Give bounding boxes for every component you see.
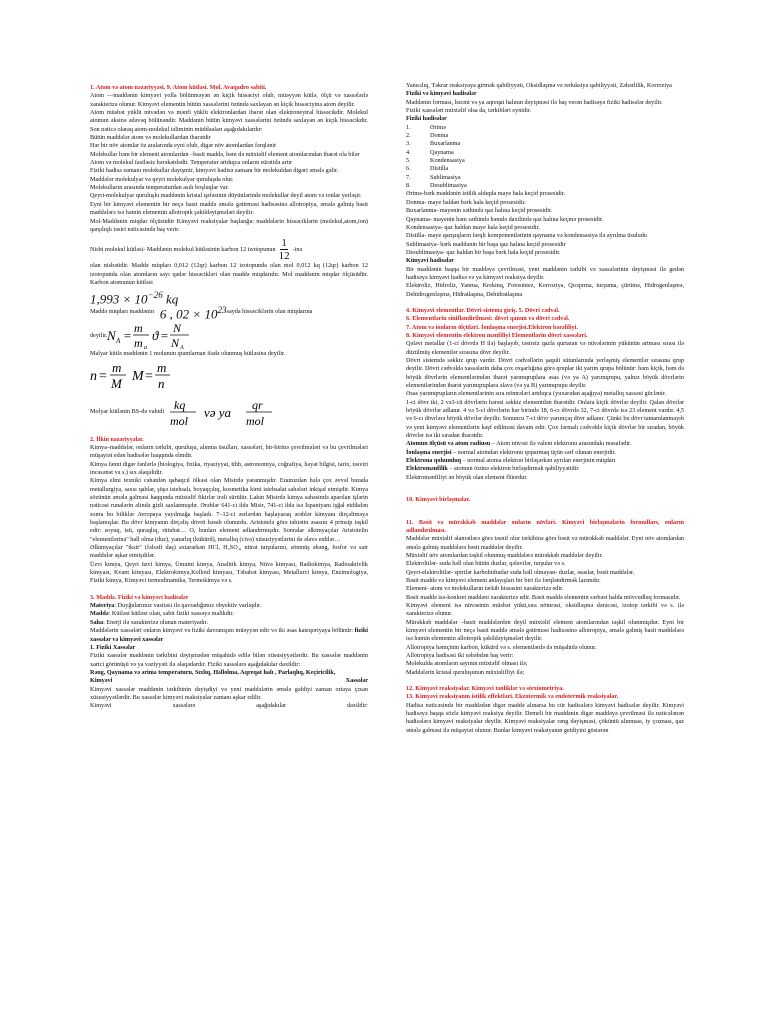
list-text: Desublimasiya (430, 182, 467, 190)
paragraph: Maddələrin kristal quruluşunun müxtəlifliyi ilə; (406, 668, 525, 676)
list-item (406, 165, 684, 173)
list-number: 6. (406, 165, 411, 173)
electron-affinity-label: Elektrona qohumluq (406, 457, 462, 465)
paragraph: Desublimasiya- qaz haldan bir başa bərk hala keçid prosesidir. (406, 248, 561, 256)
paragraph: Allotropiya hadisəsi iki səbəbdən baş verir: (406, 652, 514, 659)
paragraph: Fiziki xassələri müxtəlif olsa da, tərkibləri eynidir. (406, 107, 532, 115)
paragraph: Ərimə-bərk maddənin istilik aldıqda maye hala keçid prosesidir. (406, 190, 566, 198)
svg-text:N: N (171, 335, 180, 350)
list-text: Ərimə (430, 123, 446, 131)
svg-text:və ya: və ya (204, 404, 232, 420)
svg-text:m: m (134, 335, 144, 350)
paragraph: Atom müsbət yüklü nüvədən və mənfi yüklü elektronlardan ibarət olan elektroneytral hissəcikdir. Molekul atomun əksinə ədəvəq bölünəndir. Maddənin bütün kimyəvi xassələrini özündə saxlayan ən kiçik hissəcikdir. Son nəticə olaraq atom-molekul təliminin müddəaları aşağıdakılardır: (90, 109, 368, 133)
relative-mass-text: Nisbi molekul kütləsi- Maddənin molekul kütləsinin karbon 12 izotopunun (90, 246, 276, 254)
svg-text:m: m (134, 321, 144, 335)
svg-text:=: = (99, 369, 107, 385)
physical-properties-end: daxildir: (279, 660, 301, 668)
properties-text: Maddələrin xassələri onların kimyəvi və fiziki davranışını müəyyən edir və iki əsas kateqoriyaya bölünür: (90, 627, 353, 635)
list-item (406, 140, 684, 148)
paragraph: Müxtəlif növ atomlardan təşkil olunmuş maddələrə mürəkkəb maddələr deyilir. (406, 551, 603, 559)
svg-text:n: n (90, 369, 97, 385)
electronegativity-text: – atomun özünə elektron birləşdirmək qabiliyyətidir. (447, 465, 580, 473)
electronegativity-label: Elektromənfilik (406, 465, 448, 473)
section-12-title: 12. Kimyəvi reaksiyalar. Kimyəvi tənliklər və stexiometriya. (406, 685, 564, 693)
chemical-end-2: xassələrə (172, 702, 196, 710)
list-text: Buxarlanma (430, 140, 461, 148)
svg-text:a: a (144, 344, 148, 350)
section-11-title: 11. Bəsit və mürəkkəb maddələr onların növləri. Kimyəvi birləşmələrin formulları, onların adlandırılması. (406, 518, 684, 534)
chemical-label-1: Kimyəvi (90, 677, 113, 685)
list-number: 2. (406, 132, 411, 140)
paragraph: Allotropiya həmçinin karbon, kükürd və s. elementlərdə də müşahidə olunur. (406, 643, 597, 651)
list-number: 7. (406, 173, 411, 181)
svg-text:m: m (157, 361, 167, 376)
svg-text:n: n (158, 376, 165, 392)
list-text: Donma (430, 132, 449, 140)
physical-properties-title: 1. Fiziki Xassələr (90, 643, 136, 651)
list-item (406, 157, 684, 165)
avogadro-suffix: sayda hissəciklərin olan miqdarına (226, 308, 313, 316)
paragraph: olan nisbətidir. Maddə miqdarı 0,012 (12qr) karbon 12 izotopunda olan mol 0,012 kq (12qr) karbon 12 izotopunda olan atomların sayı qədər hissəcikləri olan maddə miqdarıdır. Mol maddənin miqdar ölçüsüdür. Karbon atomunun kütləsi (90, 262, 368, 286)
atom-radius-text: – Atom nüvəsi ilə valent elektronu arasındakı məsafədir. (490, 440, 632, 448)
carbon-mass-formula (90, 290, 368, 307)
svg-text:N: N (107, 327, 117, 343)
carbon-mass-unit: kq (166, 291, 179, 307)
section-1-title: 1. Atom və atom nəzəriyyəsi. 9. Atom kütləsi. Mol, Avaqadro sabiti. (90, 84, 267, 91)
list-text: Distilla (430, 165, 449, 173)
svg-text:mol: mol (170, 413, 189, 428)
madde-text: : Kütləsi kütləsi olan, sabit fiziki xassəyə malikdir. (108, 610, 234, 618)
list-item (406, 182, 684, 190)
paragraph: Atom —maddənin kimyəvi yolla bölünməyən ən kiçik hissəciyi olub, müəyyən kütlə, ölçü və xassələrlə xarakterizə olunur. Kimyəvi elementin bütün xassələrini özündə saxlayan ən kiçik hissəciyinə atom deyilir. (90, 92, 368, 108)
physical-properties-list: Rəng, Qaynama və ərimə temperaturu, Sıxlıq, Həllolma, Aqreqat halı , Parlaqlıq, Keçiricilik, (90, 668, 336, 676)
paragraph: Qaynama- mayenin həm səthində həmdə daxilində qaz halına keçmə prosesidir. (406, 215, 604, 223)
paragraph: Bəsit maddə və kimyəvi element anlayışları bir biri ilə fərqləndirmək lazımdır. (406, 576, 601, 584)
paragraph: Dövri sistemdə səkkiz qrup vardır. Dövri cədvəllərin şaquli sütunlarında yerləşmiş elementlər sırasına qrup deyilir. Dövri cədvəldə xassələrin daha çox oxşarlığına görə qruplar iki yarım qrupa bölünür: həm kiçik, həm də böyük dövrlərin elementlərindən ibarət yarımqruplara əsas (və ya A) yarımqrupu, yalnız böyük dövrlərin elementlərindən ibarət yarımqruplara əlavə (və ya B) yarımqrupu deyilir. (406, 357, 684, 390)
paragraph: Maddələr müxtəlif əlamətlərə görə təsnif olur tərkibinə görə bəsit və mürəkkəb maddələr. Eyni növ atomlardan əmələ gəlmiş maddələrə bəsit maddələr deyilir. (406, 535, 684, 551)
section-2-title: 2. İlkin nəzəriyyələr. (90, 435, 144, 443)
chemical-properties-title (90, 677, 368, 685)
avogadro-formula (107, 322, 199, 350)
paragraph: Mürəkkəb maddələr –basit maddələrdən deyil müxtəlif element atomlarından təşkil olunmuşdur. Eyni bir kimyəvi elementin bir neçə basit maddə əmələ gətirməsi hadisəsinə allotropiya, əmələ gəlmiş basit maddələrə isə həmin elementin allotropik şəkildəyişmələri deyilir. (406, 618, 684, 643)
chemical-properties-end (90, 702, 368, 710)
electronegativity-line (406, 465, 684, 473)
ionization-text: – normal atomdan elektronu qoparmaq üçün sərf olunan enerjidir. (451, 448, 616, 456)
paragraph: Qeyri-elektrolitlər- spirtlər karbohidratlar suda həll olmayan- duzlar, əsaslar, bəsit maddələr. (406, 568, 635, 576)
svg-text:qr: qr (252, 397, 263, 412)
fraction-numerator: 1 (281, 237, 287, 250)
saha-label: Saha (90, 618, 104, 626)
paragraph: Hər bir növ atomlar öz aralarında eyni olub, digər növ atomlardan fərqlənir (90, 142, 277, 150)
right-column (406, 82, 684, 735)
molar-units-line (90, 398, 368, 428)
svg-text:=: = (123, 327, 133, 343)
ionization-line (406, 449, 684, 457)
physical-properties-text: Fiziki xassələr maddənin tərkibini dəyişmədən müşahidə edilə bilən xüsusiyyətlərdir. Bu xassələr maddənin xarici görünüşü və ya vəziyyəti ilə əlaqədardır. Fiziki xassələrə aşağıdakılar (90, 652, 368, 668)
section-8-title: 8. Kimyəvi elementin elektron mənfiliyi Elementlərin dövri xassələri. (406, 331, 588, 339)
avogadro-formula-line (90, 322, 368, 350)
paragraph: Eyni bir kimyəvi elementin bir neçə basit maddə əmələ gətirməsi hadisəsinə allotropiya, əmələ gəlmiş basit maddələrə isə həmin elementin allotropik şəkildəyişmələri deyilir. (90, 200, 368, 217)
physical-events-list (406, 124, 684, 191)
chemical-end-3: aşağıdakılar (256, 702, 287, 710)
svg-text:ϑ: ϑ (152, 327, 159, 343)
paragraph: Əsas yarımqrupların elementlərinin sıra nömrələri artdıqca (yuxarıdan aşağıya) metallıq xassəsi güclənir. (406, 390, 666, 398)
list-text: Sublimasiya (430, 173, 461, 181)
section-3-title: 3. Maddə. Fiziki və kimyəvi hadisələr (90, 593, 189, 601)
atom-radius-label: Atomun ölçüsü və atom radiusu (406, 440, 491, 448)
saha-line (90, 619, 368, 627)
paragraph: Molekulda atomların sayının müxtəlif olması ilə; (406, 660, 528, 668)
list-text: Kondensasiya (430, 157, 465, 165)
list-number: 3. (406, 140, 411, 148)
paragraph: 1-ci dövr iki, 2 və3-cü dövrlərin hərəsi səkkiz elementdən ibarətdir. Onlara kiçik dövrlər deyilir. Qalan dövrlər böyük dövrlər adlanır. 4 və 5-ci dövrlərin hər birində 18, 6-cı dövrdə 32, 7-ci dövrdə isə 23 element vardır. 4,5 və 6-cı dövrlərə böyük dövrlər deyilir. Sonuncu 7-ci dövr yarımçıq dövr adlanır. Çünki bu dövr tamamlanmayıb və yeni kimyəvi elementlərin kəşf edilməsi davam edir. Çox fərmalı cədvəldə kiçik dövrlər bir sıradan, böyük dövrlər isə iki sıradan ibarətdir. (406, 398, 684, 440)
section-7-title: 7. Atom və ionların ölçüləri. İonlaşma enerjisi.Elektron bərəliliyi. (406, 323, 578, 331)
list-number: 5. (406, 157, 411, 165)
paragraph (90, 652, 368, 669)
paragraph: Kimya elmi texniki cəhətdən qabaqcıl ölkəsi olan Misirdə yaranmışdır. Eramızdan hələ çox əvvəl burada metallurgiya, saxsı qablar, şüşə istehsalı, boyaqçılıq, kosmetika kimi istehsalat sahələri inkişaf etmişdir. Kimya sözünün əmələ gəlməsi haqqında müxtəlif fikirlər irəli sürülür. Lakin Misirdə kimya sahəsində aparılan işlərin nəticəsi runalərin əlində gizli saxlanmışdır. Ərəblər 641-ci ildə Misir, 741-ci ildə isə İspaniyanı işğal etdikdən sonra bu biliklər Avropaya yayılmağa başladı. 7–12-ci əsrlərdən başlayaraq ərəblər kimyanı dirçəltməyə başlamışlar. Bu dövr kimyanın dirçəliş dövrü həsab olunurdu. Aristotelə görə təbiətin əsasını 4 prinsip təşkil edir: soyuq, isti, quraqlıq, rütubət… O, bunları element adlandırmışdır. Sonralar əlkimyaçılar Aristotelin "elementlərinə" hall olma (duz), yanarlıq (kükürd), metallıq (civə) xüsusiyyətlərini də əlavə etdilər… (90, 477, 368, 543)
paragraph (90, 627, 368, 644)
deyilir-text: deyilir. (90, 331, 108, 339)
paragraph: Mol-Maddənin miqdar ölçüsüdür Kimyəvi reaksiyalar başlanğıc maddələrin hissəciklərin (molekul,atom,ion) qarşılıqlı təsiri nəticəsində baş verir. (90, 217, 368, 233)
saha-text: : Enerji ilə xarakterizə olunan materiyadır. (103, 618, 208, 626)
paragraph: Fiziki hadisə zamanı molekullar dayişmir, kimyəvi hadisə zamanı bir molekuldan digəri əmələ gəlir. (90, 167, 339, 175)
list-item (406, 124, 684, 132)
svg-text:M: M (111, 376, 122, 392)
section-10-title: 10. Kimyəvi birləşmələr. (406, 496, 471, 504)
paragraph: Elektroliz, Hidroliz, Yanma, Krekinq, Fotosintez, Korroziya, Qıcqırma, turşuma, çürümə, Hidrogenləşmə, Dehidrogenləşmə, Hidratlaşma, Dehidratlaşma (406, 282, 684, 298)
paragraph: Molekulların arasında temperaturdan asılı boşluqlar var. (90, 184, 229, 192)
paragraph: Əlkimyaçılar "iksir" (fəlsəfi daş) axtararkən HCl, H₂SO₄, nitrat turşularını, sönmüş əhəng, fosfor və sair maddələr əşkar etmişdilər. (90, 544, 368, 560)
svg-text:m: m (112, 361, 122, 376)
list-number: 8. (406, 182, 411, 190)
avogadro-number: 6 , 02 × 10 (159, 306, 218, 322)
svg-text:N: N (173, 321, 182, 335)
avogadro-line (90, 304, 368, 322)
paragraph: Malyar kütlə maddənin 1 molunun qramlarnan ifadə olunmuş kütləsinə deyilir. (90, 349, 286, 357)
list-text: Qaynama (430, 148, 454, 156)
molar-units-svg (164, 398, 294, 428)
phys-chem-events-title: Fiziki və kimyəvi hadisələr (406, 90, 477, 98)
list-item (406, 149, 684, 157)
paragraph: Molekullar həm bir element atomlardan –basit maddə, həm də müxtəlif element atomlarından ibarət ola bilər (90, 150, 360, 158)
avogadro-exponent: 23 (217, 304, 227, 315)
chemical-end-1: Kimyəvi (90, 702, 112, 710)
list-item (406, 174, 684, 182)
molar-formula (90, 361, 368, 394)
madde-line (90, 610, 368, 618)
svg-text:mol: mol (246, 413, 265, 428)
paragraph: Qələvi metallar (1-ci dövrdə H ilə) başlayıb, təsirsiz qazla qurtaran və nüvələrinin yükünün artması sırası ilə düzülmüş elementlər sırasına dövr deyilir. (406, 340, 684, 356)
svg-text:A: A (116, 336, 121, 345)
paragraph: Hadisə nəticəsində bir maddədən digər maddə alınarsa bu cür hadisələrə kimyəvi hadisələr deyilir. Kimyəvi hadisəyə başqa sözlə kimyəvi reaksiya deyilir. Demeli bir maddənin digər maddəyə çevrilməsi ilə nəticələnən hadisələrə kimyəvi reaksiyalar deyilir. Kimyəvi reaksiyalar rəng dəyişməsi, çöküntü alınması, iy çıxması, qaz əmələ gəlməsi ilə müşayiət olunur. Bunlar kimyəvi reaksiyanın getdiyini göstərən (406, 701, 684, 734)
svg-text:=: = (145, 369, 153, 385)
paragraph: Bəsit maddə isə-konkret maddəni xarakterizə edir. Bəsit maddə elementin sərbəst halda mövcudluq formasıdır. (406, 593, 681, 601)
paragraph: Elektromənfiliyi ən böyük olan element flüordur. (406, 473, 528, 481)
section-6-title: 6. Elementlərin sinifləndirilməsi: dövri qanun və dövri cədvəl. (406, 315, 570, 323)
electron-affinity-text: – normal atoma elektron birləşərkən ayrılan enerjinin miqdarı (461, 457, 616, 465)
paragraph: Sublimasiya- bərk maddənin bir başa qaz halına keçid prosesidir (406, 240, 566, 248)
physical-events-title: Fiziki hadisələr (406, 115, 447, 123)
materiya-text: : Duyğularımız vasitəsi ilə qavradığımız obyektiv varlıqdır. (114, 602, 262, 610)
paragraph: Kimya fənni digər fənlərlə (biologiya, fizika, riyaziyyat, tibb, astronomiya, coğrafiya, həyat bilgisi, tarix, təsviri incəsənət və s.) sıx əlaqəlidir. (90, 460, 368, 476)
paragraph: Buxarlanma- mayenin səthində qaz halına keçid prosesidir. (406, 207, 553, 215)
paragraph: Maddələr molekulyar və qeyri molekulyar quruluşda olur. (90, 175, 234, 183)
paragraph: Element- atom və molekulların tərkib hissəsini xarakterizə edir. (406, 585, 564, 593)
molar-formula-svg (90, 361, 210, 391)
paragraph: Üzvi kimya, Qeyri üzvi kimya, Ümumi kimya, Analitik kimya, Nüvə kimyası, Radiokimya, Radioaktivlik kimyası, Kvant kimyası, Elektrokimya,Kolloid kimyası, Təbabət kimyası, Metallurci kimya, Enzimologiya, Fiziki kimya, Kimyəvi termodinamika, Termokimya və s. (90, 560, 368, 585)
electron-affinity-line (406, 457, 684, 465)
avogadro-formula-svg (107, 322, 199, 350)
chemical-end-4: daxildir: (347, 702, 368, 710)
section-4-title: 4. Kimyəvi elementlər. Dövri sistemə giriş. 5. Dövri cədvəl. (406, 306, 560, 314)
properties-bold: fiziki xassələr və kimyəvi xassələr (90, 627, 369, 643)
svg-text:A: A (180, 344, 185, 350)
paragraph: Bütün maddələr atom və molekullardan ibarətdir (90, 134, 211, 142)
left-column (90, 84, 368, 711)
fraction-denominator: 12 (278, 250, 290, 263)
paragraph: Elektrolitlər- suda həll olan bütün duzlar, qələvilər, turşular və s. (406, 560, 566, 568)
carbon-mass-value: 1,993 × 10 (90, 291, 148, 307)
section-13-title: 13. Kimyəvi reaksiyanın istilik effektləri. Ekzotermik və endotermik reaksiyalar. (406, 693, 619, 701)
relative-mass-suffix: -inə (292, 246, 303, 254)
paragraph: Donma- maye haldan bərk hala keçid prosesidir. (406, 198, 526, 206)
paragraph: Yanıcılıq, Təkrar reaksiyaya girmək qabiliyyəti, Oksidləşmə və reduksiya qabiliyyəti, Zəhərlilik, Korroziya (406, 82, 672, 89)
chemical-label-2: Xassələr (345, 677, 368, 685)
madde-label: Maddə (90, 610, 109, 618)
paragraph: Distilla- maye qarışıqların fərqli komponentlərinin qaynama və kondensasiya ilə ayrılma üsuludu (406, 232, 647, 240)
paragraph: Kimya–maddələr, onların tərkibi, quruluşu, alınma üsulları, xassələri, bir-birinə çevrilmələri və bu çevrilmələri müşayiət edən hadisələr haqqında elmdir. (90, 443, 368, 460)
list-number: 4. (406, 148, 411, 156)
ionization-label: İonlaşma enerjisi (406, 448, 452, 456)
molar-units-text: Molyar kütlənin BS-də vahidi (90, 408, 165, 416)
avogadro-text: Maddə miqdarı maddənin (90, 308, 154, 316)
avogadro-value (159, 304, 227, 322)
paragraph: Bir maddənin başqa bir maddəyə çevrilməsi, yeni maddənin tərkibi və xassələrinin dəyişməsi ilə gedən hadisəyə kimyəvi hadisə və ya kimyəvi reaksiya deyilir. (406, 265, 684, 281)
materiya-line (90, 602, 368, 610)
svg-text:kq: kq (174, 397, 186, 412)
chemical-events-title: Kimyəvi hadisələr (406, 257, 454, 265)
relative-mass-line (90, 238, 368, 262)
list-item (406, 132, 684, 140)
paragraph: Kimyəvi element isə nüvəsinin müsbət yükü,sıra nömrəsi, oksidləşmə dərəcəsi, izotop tərkibi və s. ilə xarakterizə olunur. (406, 601, 684, 618)
svg-text:M: M (132, 369, 144, 385)
svg-text:=: = (160, 327, 170, 343)
atom-radius-line (406, 440, 684, 448)
paragraph: Qeyri-molekulyar quruluşlu maddənin kristal qəfəsinin düyünlərində molekullar deyil atom və ionlar yerləşir. (90, 192, 362, 200)
carbon-mass-exponent: −26 (147, 290, 163, 301)
fraction-one-twelfth (279, 238, 290, 262)
paragraph: Kondensasiya- qaz haldan maye hala keçid prosesidir. (406, 223, 540, 231)
paragraph: Maddənin forması, həcmi və ya aqreqat halının dəyişməsi ilə baş verən hadisəyə fiziki hadisələr deyilir. (406, 98, 663, 106)
paragraph: Kimyəvi xassələr maddənin tərkibinin dəyişdiyi və yeni maddələrin əmələ gəldiyi zaman ortaya çıxan xüsusiyyətlərdir. Bu xassələr kimyəvi reaksiyalar zamanı aşkar edilir. (90, 685, 368, 701)
list-number: 1. (406, 123, 411, 131)
paragraph: Atom və molekul fasiləsiz hərəkətdədir. Temperatur artdıqca onların sürətidə artır (90, 159, 293, 167)
materiya-label: Materiya (90, 602, 115, 610)
